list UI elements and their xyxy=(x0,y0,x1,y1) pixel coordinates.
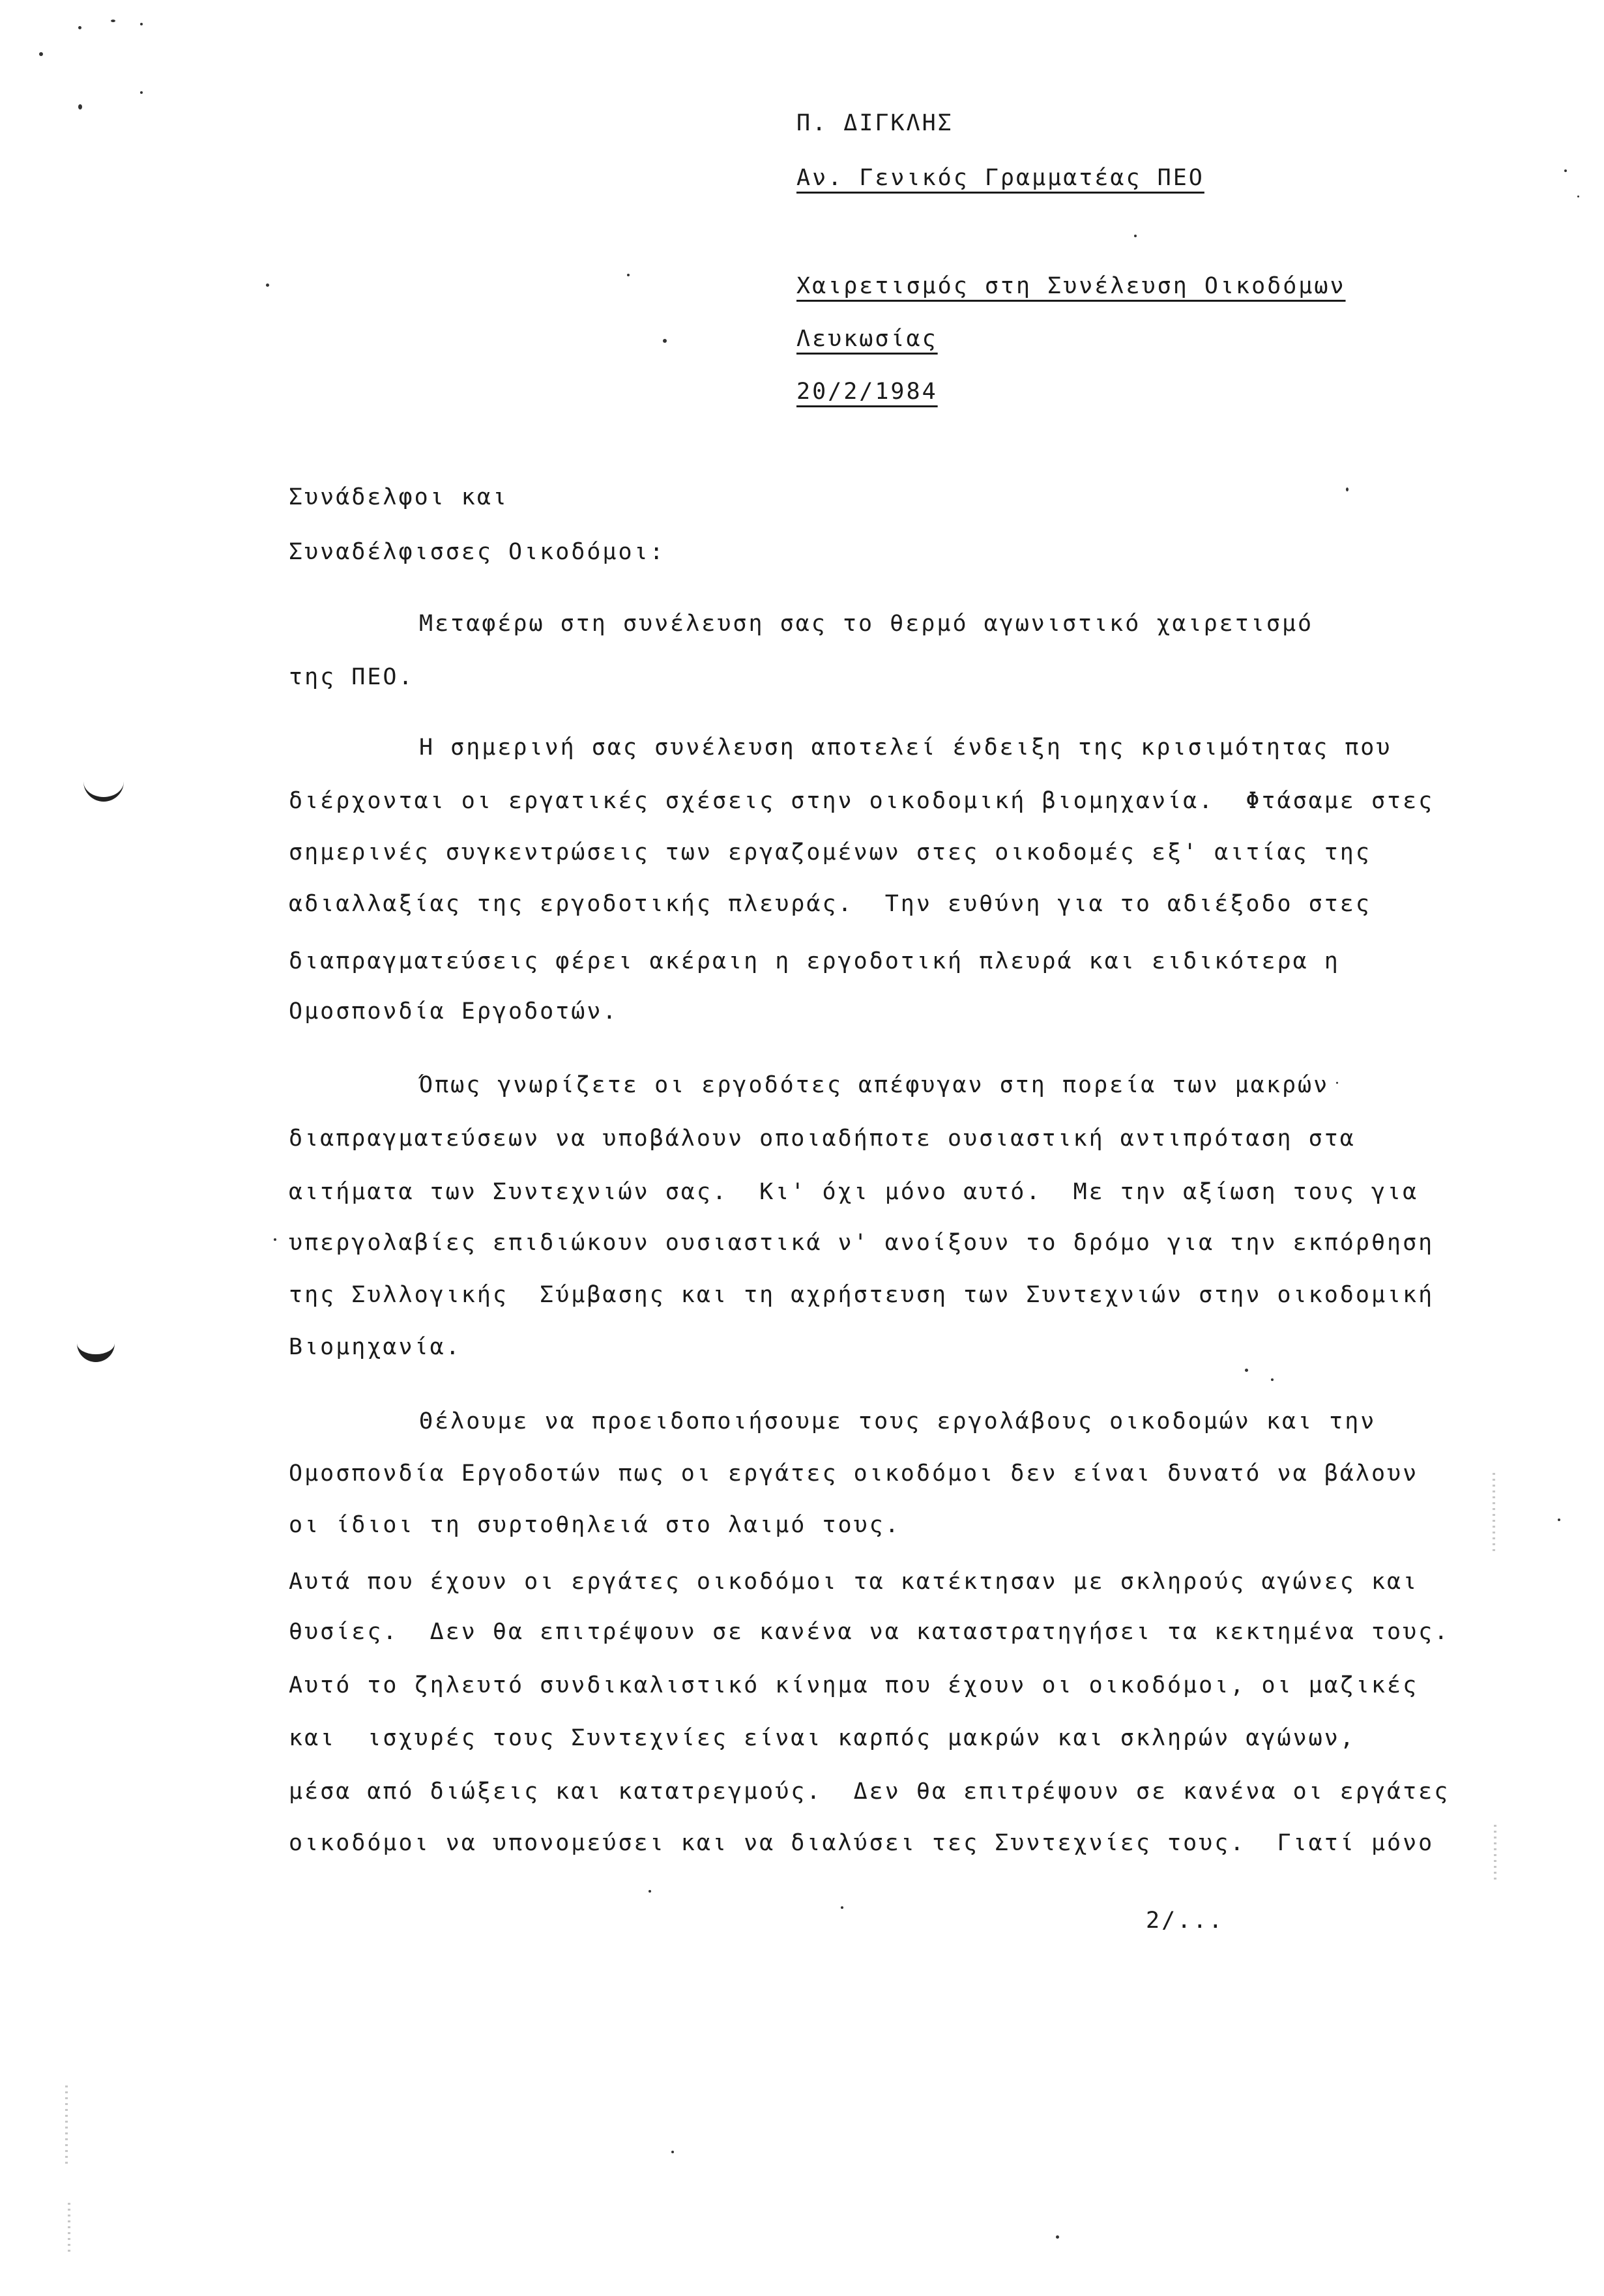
body-line: Ομοσπονδία Εργοδοτών πως οι εργάτες οικοδόμοι δεν είναι δυνατό να βάλουν xyxy=(289,1460,1419,1487)
scan-edge-noise xyxy=(65,2085,68,2164)
salutation-line-2: Συναδέλφισσες Οικοδόμοι: xyxy=(289,539,665,565)
scan-speck xyxy=(274,1238,276,1241)
punch-hole-mark xyxy=(83,779,124,802)
scan-speck xyxy=(1577,196,1579,197)
scan-speck xyxy=(1056,2235,1059,2239)
page-continuation: 2/... xyxy=(1146,1908,1225,1934)
body-line: Η σημερινή σας συνέλευση αποτελεί ένδειξη της κρισιμότητας που xyxy=(419,734,1392,761)
body-line: οι ίδιοι τη συρτοθηλειά στο λαιμό τους. xyxy=(289,1512,901,1538)
scan-speck xyxy=(39,52,43,56)
scan-speck xyxy=(649,1890,651,1893)
punch-hole-mark xyxy=(77,1336,115,1362)
body-line: μέσα από διώξεις και κατατρεγμούς. Δεν θα επιτρέψουν σε κανένα οι εργάτες xyxy=(289,1779,1450,1805)
body-line: της Συλλογικής Σύμβασης και τη αχρήστευση των Συντεχνιών στην οικοδομική xyxy=(289,1282,1435,1308)
scan-speck xyxy=(266,283,269,287)
body-line: Θέλουμε να προειδοποιήσουμε τους εργολάβους οικοδομών και την xyxy=(419,1408,1377,1434)
body-line: Μεταφέρω στη συνέλευση σας το θερμό αγωνιστικό χαιρετισμό xyxy=(419,611,1314,637)
scan-edge-noise xyxy=(1494,1825,1496,1883)
body-line: Αυτό το ζηλευτό συνδικαλιστικό κίνημα που έχουν οι οικοδόμοι, οι μαζικές xyxy=(289,1672,1419,1698)
scan-speck xyxy=(627,274,630,276)
body-line: Όπως γνωρίζετε οι εργοδότες απέφυγαν στη πορεία των μακρών xyxy=(419,1072,1330,1098)
body-line: υπεργολαβίες επιδιώκουν ουσιαστικά ν' ανοίξουν το δρόμο για την εκπόρθηση xyxy=(289,1230,1435,1256)
author-role: Αν. Γενικός Γραμματέας ΠΕΟ xyxy=(796,165,1204,191)
body-line: σημερινές συγκεντρώσεις των εργαζομένων στες οικοδομές εξ' αιτίας της xyxy=(289,839,1371,865)
scan-speck xyxy=(1558,1519,1560,1521)
body-line: διέρχονται οι εργατικές σχέσεις στην οικοδομική βιομηχανία. Φτάσαμε στες xyxy=(289,788,1435,814)
body-line: Βιομηχανία. xyxy=(289,1334,461,1360)
scan-speck xyxy=(1346,487,1349,491)
body-line: της ΠΕΟ. xyxy=(289,664,415,690)
scan-speck xyxy=(111,20,115,22)
scan-speck xyxy=(1564,169,1567,172)
scan-speck xyxy=(671,2151,674,2153)
scan-edge-noise xyxy=(1493,1473,1495,1551)
body-line: Αυτά που έχουν οι εργάτες οικοδόμοι τα κατέκτησαν με σκληρούς αγώνες και xyxy=(289,1569,1419,1595)
scan-speck xyxy=(663,339,667,343)
subject-line-2: Λευκωσίας xyxy=(796,326,938,352)
letter-date: 20/2/1984 xyxy=(796,379,938,405)
scan-speck xyxy=(1336,1082,1338,1084)
scan-speck xyxy=(78,26,81,29)
scan-edge-noise xyxy=(68,2203,70,2255)
body-line: αδιαλλαξίας της εργοδοτικής πλευράς. Την ευθύνη για το αδιέξοδο στες xyxy=(289,891,1371,917)
scan-speck xyxy=(1271,1378,1274,1381)
body-line: και ισχυρές τους Συντεχνίες είναι καρπός μακρών και σκληρών αγώνων, xyxy=(289,1725,1356,1751)
body-line: θυσίες. Δεν θα επιτρέψουν σε κανένα να καταστρατηγήσει τα κεκτημένα τους. xyxy=(289,1619,1450,1645)
author-name: Π. ΔΙΓΚΛΗΣ xyxy=(796,110,954,136)
scan-speck xyxy=(1134,235,1137,237)
body-line: Ομοσπονδία Εργοδοτών. xyxy=(289,998,619,1024)
body-line: αιτήματα των Συντεχνιών σας. Κι' όχι μόνο αυτό. Με την αξίωση τους για xyxy=(289,1179,1419,1205)
body-line: οικοδόμοι να υπονομεύσει και να διαλύσει τες Συντεχνίες τους. Γιατί μόνο xyxy=(289,1830,1435,1856)
scan-speck xyxy=(78,104,82,109)
scan-speck xyxy=(841,1906,843,1909)
body-line: διαπραγματεύσεων να υποβάλουν οποιαδήποτε ουσιαστική αντιπρόταση στα xyxy=(289,1126,1356,1152)
scan-speck xyxy=(140,91,143,94)
subject-line-1: Χαιρετισμός στη Συνέλευση Οικοδόμων xyxy=(796,273,1346,299)
scan-speck xyxy=(140,23,143,25)
scan-speck xyxy=(1245,1369,1248,1372)
salutation-line-1: Συνάδελφοι και xyxy=(289,484,509,510)
body-line: διαπραγματεύσεις φέρει ακέραιη η εργοδοτική πλευρά και ειδικότερα η xyxy=(289,948,1340,974)
